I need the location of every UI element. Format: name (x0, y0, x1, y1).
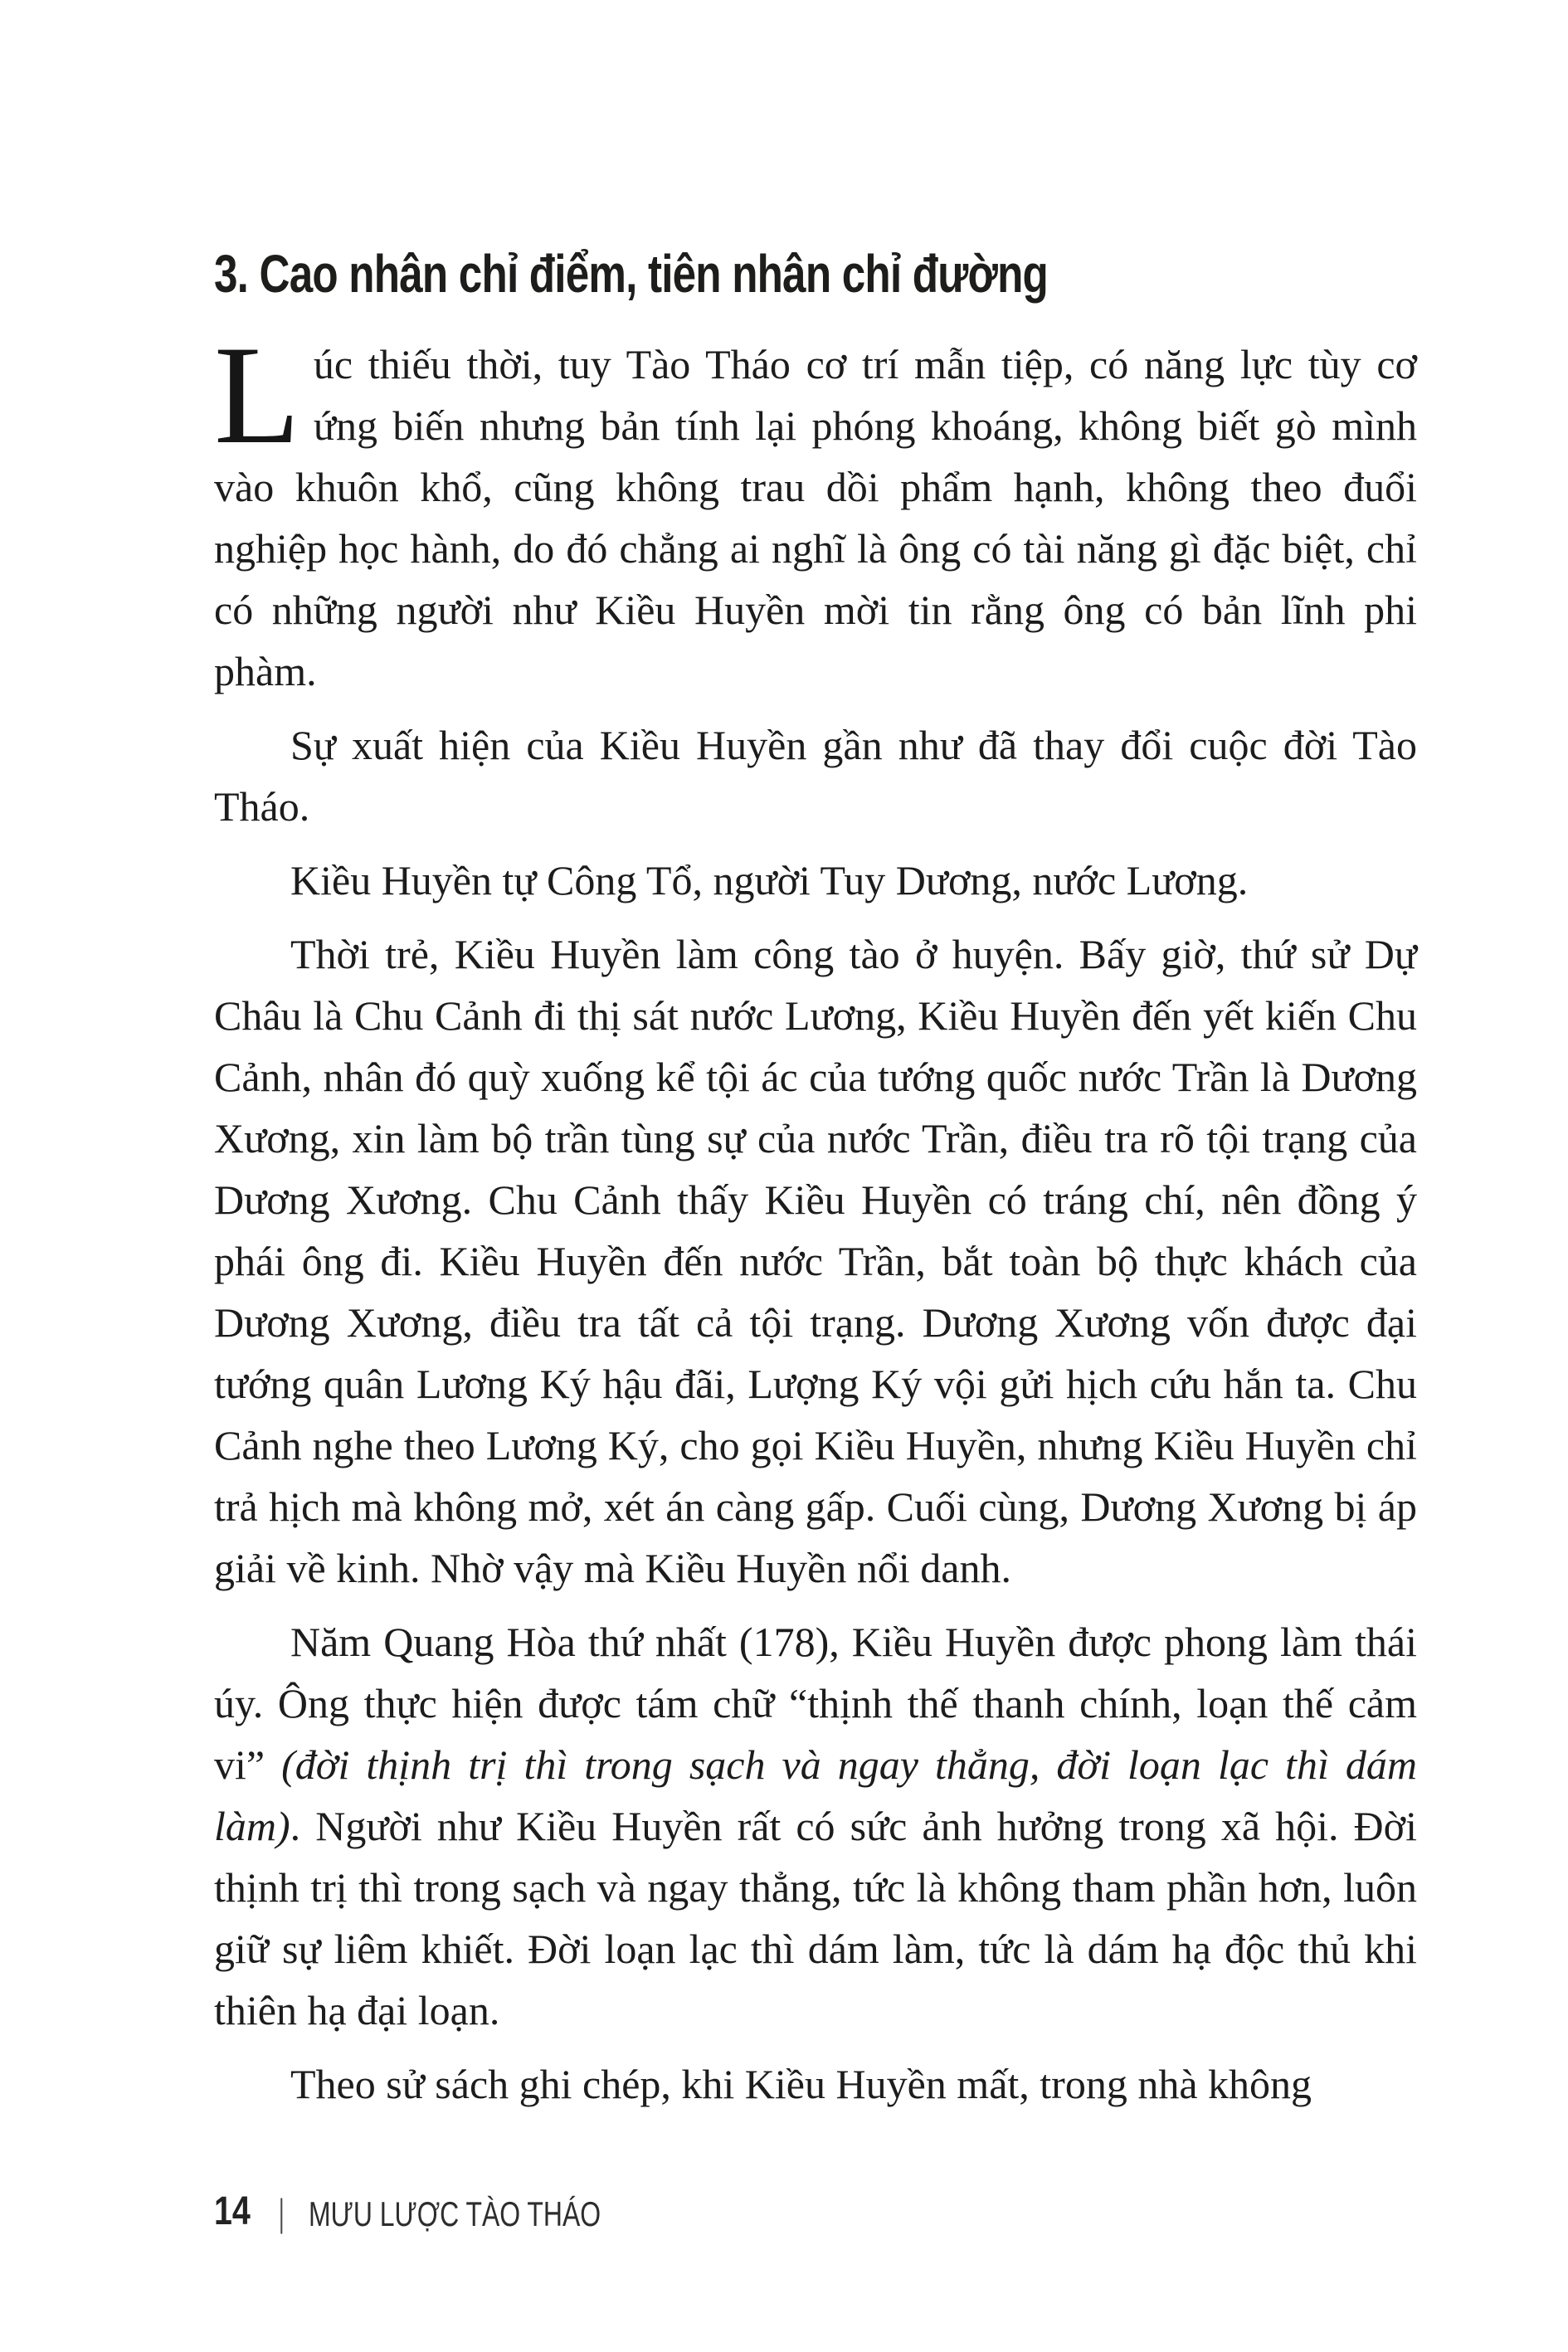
footer-divider: | (279, 2191, 285, 2234)
page-footer (0, 2189, 1568, 2247)
body-text (214, 317, 1417, 2127)
paragraph-5-text-lead: Năm Quang Hòa thứ nhất (178), Kiều Huyền được phong làm thái úy. Ông thực hiện được tám chữ “thịnh thế thanh chính, loạn thế cảm vi” (214, 1619, 1417, 1788)
paragraph-6 (214, 2053, 1417, 2115)
page-number: 14 (214, 2189, 251, 2233)
paragraph-4 (214, 923, 1417, 1599)
paragraph-6-text: Theo sử sách ghi chép, khi Kiều Huyền mất, trong nhà không (290, 2061, 1312, 2107)
drop-cap: L (214, 317, 300, 473)
paragraph-3-text: Kiều Huyền tự Công Tổ, người Tuy Dương, nước Lương. (290, 857, 1249, 903)
paragraph-1 (214, 317, 1417, 702)
paragraph-5-text-italic: (đời thịnh trị thì trong sạch và ngay thẳng, đời loạn lạc thì dám làm) (214, 1741, 1417, 1849)
paragraph-5 (214, 1611, 1417, 2041)
paragraph-1-text: úc thiếu thời, tuy Tào Tháo cơ trí mẫn tiệp, có năng lực tùy cơ ứng biến nhưng bản tính lại phóng khoáng, không biết gò mình vào khuôn khổ, cũng không trau dồi phẩm hạnh, không theo đuổi nghiệp học hành, do đó chẳng ai nghĩ là ông có tài năng gì đặc biệt, chỉ có những người như Kiều Huyền mời tin rằng ông có bản lĩnh phi phàm. (214, 341, 1417, 694)
paragraph-5-text-tail: . Người như Kiều Huyền rất có sức ảnh hưởng trong xã hội. Đời thịnh trị thì trong sạch và ngay thẳng, tức là không tham phần hơn, luôn giữ sự liêm khiết. Đời loạn lạc thì dám làm, tức là dám hạ độc thủ khi thiên hạ đại loạn. (214, 1803, 1417, 2033)
running-book-title: MƯU LƯỢC TÀO THÁO (309, 2194, 601, 2233)
paragraph-2 (214, 714, 1417, 837)
paragraph-2-text: Sự xuất hiện của Kiều Huyền gần như đã thay đổi cuộc đời Tào Tháo. (214, 722, 1417, 830)
paragraph-4-text: Thời trẻ, Kiều Huyền làm công tào ở huyện. Bấy giờ, thứ sử Dự Châu là Chu Cảnh đi thị sát nước Lương, Kiều Huyền đến yết kiến Chu Cảnh, nhân đó quỳ xuống kể tội ác của tướng quốc nước Trần là Dương Xương, xin làm bộ trần tùng sự của nước Trần, điều tra rõ tội trạng của Dương Xương. Chu Cảnh thấy Kiều Huyền có tráng chí, nên đồng ý phái ông đi. Kiều Huyền đến nước Trần, bắt toàn bộ thực khách của Dương Xương, điều tra tất cả tội trạng. Dương Xương vốn được đại tướng quân Lương Ký hậu đãi, Lượng Ký vội gửi hịch cứu hắn ta. Chu Cảnh nghe theo Lương Ký, cho gọi Kiều Huyền, nhưng Kiều Huyền chỉ trả hịch mà không mở, xét án càng gấp. Cuối cùng, Dương Xương bị áp giải về kinh. Nhờ vậy mà Kiều Huyền nổi danh. (214, 931, 1417, 1591)
paragraph-3 (214, 850, 1417, 911)
section-heading: 3. Cao nhân chỉ điểm, tiên nhân chỉ đường (214, 244, 1049, 304)
